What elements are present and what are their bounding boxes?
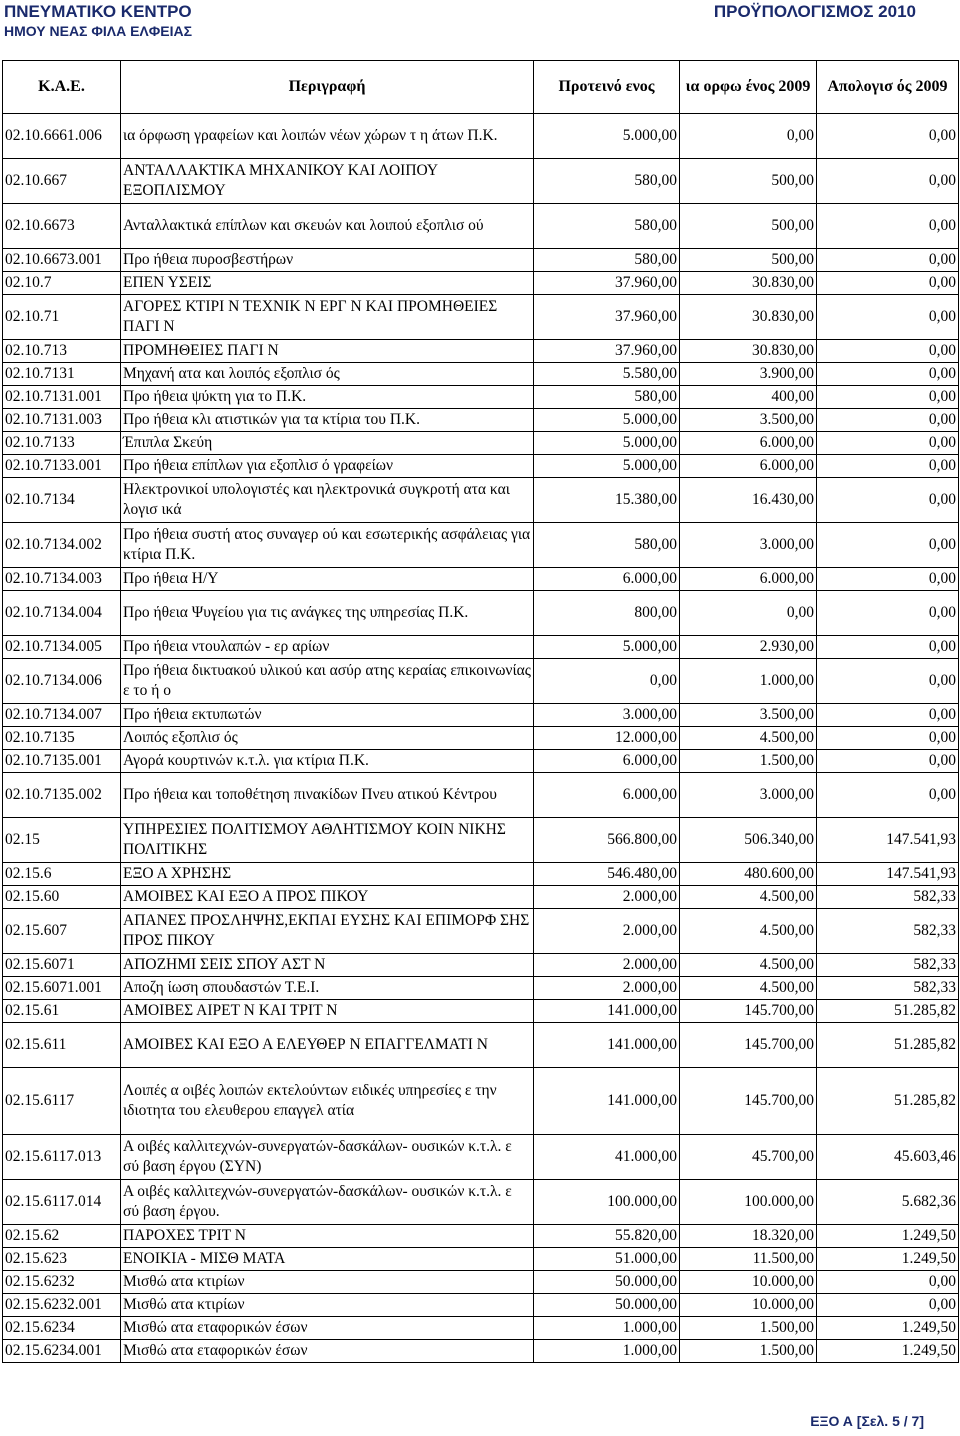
table-row — [3, 432, 959, 455]
actual-2009-amount-cell: 0,00 — [817, 704, 959, 727]
actual-2009-amount-cell: 582,33 — [817, 977, 959, 1000]
page-number: ΕΞΟ Α [Σελ. 5 / 7] — [810, 1413, 924, 1429]
proposed-amount-cell: 1.000,00 — [534, 1317, 680, 1340]
description-cell: Προ ήθεια δικτυακού υλικού και ασύρ ατης κεραίας επικοινωνίας ε το ή ο — [121, 659, 534, 704]
table-row — [3, 478, 959, 523]
account-code-cell: 02.15.6071 — [3, 954, 121, 977]
proposed-amount-cell: 800,00 — [534, 591, 680, 636]
proposed-amount-cell: 3.000,00 — [534, 704, 680, 727]
table-row — [3, 363, 959, 386]
table-row — [3, 636, 959, 659]
actual-2009-amount-cell: 0,00 — [817, 523, 959, 568]
revised-2009-amount-cell: 3.000,00 — [680, 523, 817, 568]
actual-2009-amount-cell: 1.249,50 — [817, 1340, 959, 1363]
revised-2009-amount-cell: 4.500,00 — [680, 954, 817, 977]
revised-2009-amount-cell: 10.000,00 — [680, 1294, 817, 1317]
revised-2009-amount-cell: 0,00 — [680, 114, 817, 159]
column-header-actual-2009: Απολογισ ός 2009 — [817, 61, 959, 114]
description-cell: Προ ήθεια Ψυγείου για τις ανάγκες της υπηρεσίας Π.Κ. — [121, 591, 534, 636]
proposed-amount-cell: 51.000,00 — [534, 1248, 680, 1271]
description-cell: ΕΝΟΙΚΙΑ - ΜΙΣΘ ΜΑΤΑ — [121, 1248, 534, 1271]
table-row — [3, 1340, 959, 1363]
document-title: ΠΡΟΫΠΟΛΟΓΙΣΜΟΣ 2010 — [713, 2, 916, 21]
proposed-amount-cell: 5.000,00 — [534, 409, 680, 432]
description-cell: ΑΠΟΖΗΜΙ ΣΕΙΣ ΣΠΟΥ ΑΣΤ Ν — [121, 954, 534, 977]
description-cell: ΕΠΕΝ ΥΣΕΙΣ — [121, 272, 534, 295]
account-code-cell: 02.10.7134.003 — [3, 568, 121, 591]
account-code-cell: 02.10.7131.003 — [3, 409, 121, 432]
description-cell: Μισθώ ατα εταφορικών έσων — [121, 1340, 534, 1363]
description-cell: Προ ήθεια ψύκτη για το Π.Κ. — [121, 386, 534, 409]
account-code-cell: 02.10.713 — [3, 340, 121, 363]
account-code-cell: 02.10.7134 — [3, 478, 121, 523]
proposed-amount-cell: 1.000,00 — [534, 1340, 680, 1363]
proposed-amount-cell: 37.960,00 — [534, 272, 680, 295]
description-cell: Λοιπές α οιβές λοιπών εκτελούντων ειδικές υπηρεσίες ε την ιδιοτητα του ελευθερου επαγγελ ατία — [121, 1068, 534, 1135]
account-code-cell: 02.10.7131.001 — [3, 386, 121, 409]
table-header-row — [3, 61, 959, 114]
actual-2009-amount-cell: 1.249,50 — [817, 1248, 959, 1271]
table-row — [3, 1068, 959, 1135]
account-code-cell: 02.10.7133.001 — [3, 455, 121, 478]
revised-2009-amount-cell: 45.700,00 — [680, 1135, 817, 1180]
revised-2009-amount-cell: 1.500,00 — [680, 750, 817, 773]
actual-2009-amount-cell: 0,00 — [817, 773, 959, 818]
revised-2009-amount-cell: 480.600,00 — [680, 863, 817, 886]
account-code-cell: 02.10.7135 — [3, 727, 121, 750]
description-cell: Ανταλλακτικά επίπλων και σκευών και λοιπού εξοπλισ ού — [121, 204, 534, 249]
proposed-amount-cell: 5.000,00 — [534, 114, 680, 159]
description-cell: Μισθώ ατα κτιρίων — [121, 1294, 534, 1317]
table-row — [3, 818, 959, 863]
proposed-amount-cell: 580,00 — [534, 386, 680, 409]
revised-2009-amount-cell: 4.500,00 — [680, 909, 817, 954]
actual-2009-amount-cell: 0,00 — [817, 409, 959, 432]
revised-2009-amount-cell: 11.500,00 — [680, 1248, 817, 1271]
organization-header — [4, 2, 192, 40]
description-cell: ια όρφωση γραφείων και λοιπών νέων χώρων τ η άτων Π.Κ. — [121, 114, 534, 159]
table-row — [3, 977, 959, 1000]
revised-2009-amount-cell: 4.500,00 — [680, 977, 817, 1000]
proposed-amount-cell: 41.000,00 — [534, 1135, 680, 1180]
table-row — [3, 409, 959, 432]
proposed-amount-cell: 6.000,00 — [534, 773, 680, 818]
account-code-cell: 02.10.7135.001 — [3, 750, 121, 773]
account-code-cell: 02.10.7135.002 — [3, 773, 121, 818]
revised-2009-amount-cell: 1.500,00 — [680, 1340, 817, 1363]
proposed-amount-cell: 580,00 — [534, 204, 680, 249]
revised-2009-amount-cell: 6.000,00 — [680, 568, 817, 591]
actual-2009-amount-cell: 0,00 — [817, 478, 959, 523]
actual-2009-amount-cell: 0,00 — [817, 750, 959, 773]
account-code-cell: 02.15.61 — [3, 1000, 121, 1023]
proposed-amount-cell: 55.820,00 — [534, 1225, 680, 1248]
table-row — [3, 204, 959, 249]
table-row — [3, 1135, 959, 1180]
proposed-amount-cell: 141.000,00 — [534, 1068, 680, 1135]
table-row — [3, 1023, 959, 1068]
revised-2009-amount-cell: 3.000,00 — [680, 773, 817, 818]
account-code-cell: 02.15.623 — [3, 1248, 121, 1271]
actual-2009-amount-cell: 1.249,50 — [817, 1225, 959, 1248]
table-row — [3, 1317, 959, 1340]
proposed-amount-cell: 0,00 — [534, 659, 680, 704]
account-code-cell: 02.10.7134.005 — [3, 636, 121, 659]
account-code-cell: 02.10.71 — [3, 295, 121, 340]
column-header-revised-2009: ια ορφω ένος 2009 — [680, 61, 817, 114]
proposed-amount-cell: 2.000,00 — [534, 977, 680, 1000]
table-row — [3, 909, 959, 954]
revised-2009-amount-cell: 0,00 — [680, 591, 817, 636]
table-row — [3, 704, 959, 727]
actual-2009-amount-cell: 0,00 — [817, 1271, 959, 1294]
revised-2009-amount-cell: 30.830,00 — [680, 272, 817, 295]
account-code-cell: 02.15.6232.001 — [3, 1294, 121, 1317]
account-code-cell: 02.15.6234 — [3, 1317, 121, 1340]
table-row — [3, 568, 959, 591]
table-row — [3, 1000, 959, 1023]
description-cell: Προ ήθεια συστή ατος συναγερ ού και εσωτερικής ασφάλειας για κτίρια Π.Κ. — [121, 523, 534, 568]
description-cell: ΠΑΡΟΧΕΣ ΤΡΙΤ Ν — [121, 1225, 534, 1248]
actual-2009-amount-cell: 147.541,93 — [817, 863, 959, 886]
account-code-cell: 02.10.667 — [3, 159, 121, 204]
revised-2009-amount-cell: 16.430,00 — [680, 478, 817, 523]
description-cell: Ηλεκτρονικοί υπολογιστές και ηλεκτρονικά συγκροτή ατα και λογισ ικά — [121, 478, 534, 523]
revised-2009-amount-cell: 1.500,00 — [680, 1317, 817, 1340]
actual-2009-amount-cell: 51.285,82 — [817, 1023, 959, 1068]
column-header-proposed: Προτεινό ενος — [534, 61, 680, 114]
revised-2009-amount-cell: 1.000,00 — [680, 659, 817, 704]
account-code-cell: 02.15.6117.013 — [3, 1135, 121, 1180]
table-row — [3, 863, 959, 886]
budget-table-body — [3, 114, 959, 1363]
proposed-amount-cell: 37.960,00 — [534, 295, 680, 340]
table-row — [3, 523, 959, 568]
table-row — [3, 591, 959, 636]
proposed-amount-cell: 5.000,00 — [534, 432, 680, 455]
revised-2009-amount-cell: 3.900,00 — [680, 363, 817, 386]
proposed-amount-cell: 5.580,00 — [534, 363, 680, 386]
proposed-amount-cell: 15.380,00 — [534, 478, 680, 523]
table-row — [3, 750, 959, 773]
description-cell: Προ ήθεια Η/Υ — [121, 568, 534, 591]
actual-2009-amount-cell: 0,00 — [817, 204, 959, 249]
account-code-cell: 02.10.7 — [3, 272, 121, 295]
actual-2009-amount-cell: 51.285,82 — [817, 1068, 959, 1135]
actual-2009-amount-cell: 0,00 — [817, 272, 959, 295]
account-code-cell: 02.15.6234.001 — [3, 1340, 121, 1363]
budget-table — [2, 60, 959, 1363]
org-name-line2: ΗΜΟΥ ΝΕΑΣ ΦΙΛΑ ΕΛΦΕΙΑΣ — [4, 23, 192, 39]
revised-2009-amount-cell: 400,00 — [680, 386, 817, 409]
actual-2009-amount-cell: 0,00 — [817, 363, 959, 386]
org-name-line1: ΠΝΕΥΜΑΤΙΚΟ ΚΕΝΤΡΟ — [4, 2, 192, 21]
table-row — [3, 249, 959, 272]
proposed-amount-cell: 50.000,00 — [534, 1294, 680, 1317]
actual-2009-amount-cell: 0,00 — [817, 114, 959, 159]
table-row — [3, 886, 959, 909]
revised-2009-amount-cell: 30.830,00 — [680, 295, 817, 340]
actual-2009-amount-cell: 0,00 — [817, 659, 959, 704]
account-code-cell: 02.15.6071.001 — [3, 977, 121, 1000]
proposed-amount-cell: 5.000,00 — [534, 455, 680, 478]
description-cell: Έπιπλα Σκεύη — [121, 432, 534, 455]
account-code-cell: 02.15 — [3, 818, 121, 863]
table-row — [3, 386, 959, 409]
account-code-cell: 02.15.60 — [3, 886, 121, 909]
table-row — [3, 954, 959, 977]
actual-2009-amount-cell: 0,00 — [817, 727, 959, 750]
account-code-cell: 02.15.62 — [3, 1225, 121, 1248]
proposed-amount-cell: 141.000,00 — [534, 1023, 680, 1068]
description-cell: Προ ήθεια κλι ατιστικών για τα κτίρια του Π.Κ. — [121, 409, 534, 432]
revised-2009-amount-cell: 500,00 — [680, 204, 817, 249]
revised-2009-amount-cell: 3.500,00 — [680, 704, 817, 727]
description-cell: Λοιπός εξοπλισ ός — [121, 727, 534, 750]
account-code-cell: 02.10.7134.002 — [3, 523, 121, 568]
revised-2009-amount-cell: 100.000,00 — [680, 1180, 817, 1225]
description-cell: ΑΠΑΝΕΣ ΠΡΟΣΛΗΨΗΣ,ΕΚΠΑΙ ΕΥΣΗΣ ΚΑΙ ΕΠΙΜΟΡΦ ΣΗΣ ΠΡΟΣ ΠΙΚΟΥ — [121, 909, 534, 954]
actual-2009-amount-cell: 582,33 — [817, 909, 959, 954]
actual-2009-amount-cell: 0,00 — [817, 386, 959, 409]
actual-2009-amount-cell: 0,00 — [817, 1294, 959, 1317]
table-row — [3, 1294, 959, 1317]
table-row — [3, 1225, 959, 1248]
actual-2009-amount-cell: 582,33 — [817, 886, 959, 909]
actual-2009-amount-cell: 0,00 — [817, 249, 959, 272]
revised-2009-amount-cell: 18.320,00 — [680, 1225, 817, 1248]
proposed-amount-cell: 580,00 — [534, 249, 680, 272]
proposed-amount-cell: 37.960,00 — [534, 340, 680, 363]
actual-2009-amount-cell: 0,00 — [817, 159, 959, 204]
description-cell: Προ ήθεια πυροσβεστήρων — [121, 249, 534, 272]
description-cell: ΑΝΤΑΛΛΑΚΤΙΚΑ ΜΗΧΑΝΙΚΟΥ ΚΑΙ ΛΟΙΠΟΥ ΕΞΟΠΛΙΣΜΟΥ — [121, 159, 534, 204]
table-row — [3, 727, 959, 750]
revised-2009-amount-cell: 3.500,00 — [680, 409, 817, 432]
proposed-amount-cell: 50.000,00 — [534, 1271, 680, 1294]
description-cell: ΑΜΟΙΒΕΣ ΚΑΙ ΕΞΟ Α ΕΛΕΥΘΕΡ Ν ΕΠΑΓΓΕΛΜΑΤΙ Ν — [121, 1023, 534, 1068]
description-cell: Προ ήθεια ντουλαπών - ερ αρίων — [121, 636, 534, 659]
description-cell: Προ ήθεια εκτυπωτών — [121, 704, 534, 727]
table-row — [3, 1271, 959, 1294]
proposed-amount-cell: 2.000,00 — [534, 886, 680, 909]
description-cell: ΑΜΟΙΒΕΣ ΚΑΙ ΕΞΟ Α ΠΡΟΣ ΠΙΚΟΥ — [121, 886, 534, 909]
revised-2009-amount-cell: 2.930,00 — [680, 636, 817, 659]
proposed-amount-cell: 6.000,00 — [534, 750, 680, 773]
account-code-cell: 02.15.6117.014 — [3, 1180, 121, 1225]
proposed-amount-cell: 6.000,00 — [534, 568, 680, 591]
revised-2009-amount-cell: 145.700,00 — [680, 1000, 817, 1023]
description-cell: Μηχανή ατα και λοιπός εξοπλισ ός — [121, 363, 534, 386]
proposed-amount-cell: 546.480,00 — [534, 863, 680, 886]
account-code-cell: 02.10.7134.006 — [3, 659, 121, 704]
proposed-amount-cell: 2.000,00 — [534, 954, 680, 977]
actual-2009-amount-cell: 0,00 — [817, 432, 959, 455]
actual-2009-amount-cell: 147.541,93 — [817, 818, 959, 863]
column-header-code: Κ.Α.Ε. — [3, 61, 121, 114]
revised-2009-amount-cell: 145.700,00 — [680, 1023, 817, 1068]
actual-2009-amount-cell: 5.682,36 — [817, 1180, 959, 1225]
proposed-amount-cell: 141.000,00 — [534, 1000, 680, 1023]
description-cell: ΑΜΟΙΒΕΣ ΑΙΡΕΤ Ν ΚΑΙ ΤΡΙΤ Ν — [121, 1000, 534, 1023]
description-cell: Αγορά κουρτινών κ.τ.λ. για κτίρια Π.Κ. — [121, 750, 534, 773]
description-cell: Αποζη ίωση σπουδαστών Τ.Ε.Ι. — [121, 977, 534, 1000]
proposed-amount-cell: 12.000,00 — [534, 727, 680, 750]
column-header-description: Περιγραφή — [121, 61, 534, 114]
account-code-cell: 02.15.607 — [3, 909, 121, 954]
revised-2009-amount-cell: 30.830,00 — [680, 340, 817, 363]
revised-2009-amount-cell: 6.000,00 — [680, 432, 817, 455]
revised-2009-amount-cell: 10.000,00 — [680, 1271, 817, 1294]
description-cell: ΠΡΟΜΗΘΕΙΕΣ ΠΑΓΙ Ν — [121, 340, 534, 363]
actual-2009-amount-cell: 0,00 — [817, 568, 959, 591]
actual-2009-amount-cell: 51.285,82 — [817, 1000, 959, 1023]
revised-2009-amount-cell: 4.500,00 — [680, 886, 817, 909]
account-code-cell: 02.15.6232 — [3, 1271, 121, 1294]
account-code-cell: 02.10.7133 — [3, 432, 121, 455]
revised-2009-amount-cell: 500,00 — [680, 249, 817, 272]
description-cell: ΥΠΗΡΕΣΙΕΣ ΠΟΛΙΤΙΣΜΟΥ ΑΘΛΗΤΙΣΜΟΥ ΚΟΙΝ ΝΙΚΗΣ ΠΟΛΙΤΙΚΗΣ — [121, 818, 534, 863]
table-row — [3, 1180, 959, 1225]
revised-2009-amount-cell: 500,00 — [680, 159, 817, 204]
actual-2009-amount-cell: 45.603,46 — [817, 1135, 959, 1180]
proposed-amount-cell: 580,00 — [534, 159, 680, 204]
table-row — [3, 340, 959, 363]
account-code-cell: 02.10.6661.006 — [3, 114, 121, 159]
actual-2009-amount-cell: 0,00 — [817, 591, 959, 636]
table-row — [3, 1248, 959, 1271]
proposed-amount-cell: 566.800,00 — [534, 818, 680, 863]
table-row — [3, 272, 959, 295]
revised-2009-amount-cell: 145.700,00 — [680, 1068, 817, 1135]
proposed-amount-cell: 2.000,00 — [534, 909, 680, 954]
table-row — [3, 295, 959, 340]
actual-2009-amount-cell: 582,33 — [817, 954, 959, 977]
account-code-cell: 02.10.7134.007 — [3, 704, 121, 727]
actual-2009-amount-cell: 0,00 — [817, 636, 959, 659]
description-cell: Προ ήθεια επίπλων για εξοπλισ ό γραφείων — [121, 455, 534, 478]
proposed-amount-cell: 100.000,00 — [534, 1180, 680, 1225]
account-code-cell: 02.10.6673 — [3, 204, 121, 249]
description-cell: ΕΞΟ Α ΧΡΗΣΗΣ — [121, 863, 534, 886]
actual-2009-amount-cell: 0,00 — [817, 295, 959, 340]
table-row — [3, 114, 959, 159]
table-row — [3, 773, 959, 818]
description-cell: Μισθώ ατα κτιρίων — [121, 1271, 534, 1294]
actual-2009-amount-cell: 0,00 — [817, 340, 959, 363]
proposed-amount-cell: 580,00 — [534, 523, 680, 568]
description-cell: ΑΓΟΡΕΣ ΚΤΙΡΙ Ν ΤΕΧΝΙΚ Ν ΕΡΓ Ν ΚΑΙ ΠΡΟΜΗΘΕΙΕΣ ΠΑΓΙ Ν — [121, 295, 534, 340]
account-code-cell: 02.15.611 — [3, 1023, 121, 1068]
description-cell: Α οιβές καλλιτεχνών-συνεργατών-δασκάλων- ουσικών κ.τ.λ. ε σύ βαση έργου (ΣΥΝ) — [121, 1135, 534, 1180]
revised-2009-amount-cell: 6.000,00 — [680, 455, 817, 478]
actual-2009-amount-cell: 0,00 — [817, 455, 959, 478]
proposed-amount-cell: 5.000,00 — [534, 636, 680, 659]
account-code-cell: 02.15.6 — [3, 863, 121, 886]
description-cell: Προ ήθεια και τοποθέτηση πινακίδων Πνευ ατικού Κέντρου — [121, 773, 534, 818]
description-cell: Α οιβές καλλιτεχνών-συνεργατών-δασκάλων- ουσικών κ.τ.λ. ε σύ βαση έργου. — [121, 1180, 534, 1225]
account-code-cell: 02.10.7131 — [3, 363, 121, 386]
description-cell: Μισθώ ατα εταφορικών έσων — [121, 1317, 534, 1340]
account-code-cell: 02.10.7134.004 — [3, 591, 121, 636]
revised-2009-amount-cell: 506.340,00 — [680, 818, 817, 863]
actual-2009-amount-cell: 1.249,50 — [817, 1317, 959, 1340]
account-code-cell: 02.15.6117 — [3, 1068, 121, 1135]
table-row — [3, 659, 959, 704]
table-row — [3, 159, 959, 204]
account-code-cell: 02.10.6673.001 — [3, 249, 121, 272]
revised-2009-amount-cell: 4.500,00 — [680, 727, 817, 750]
table-row — [3, 455, 959, 478]
